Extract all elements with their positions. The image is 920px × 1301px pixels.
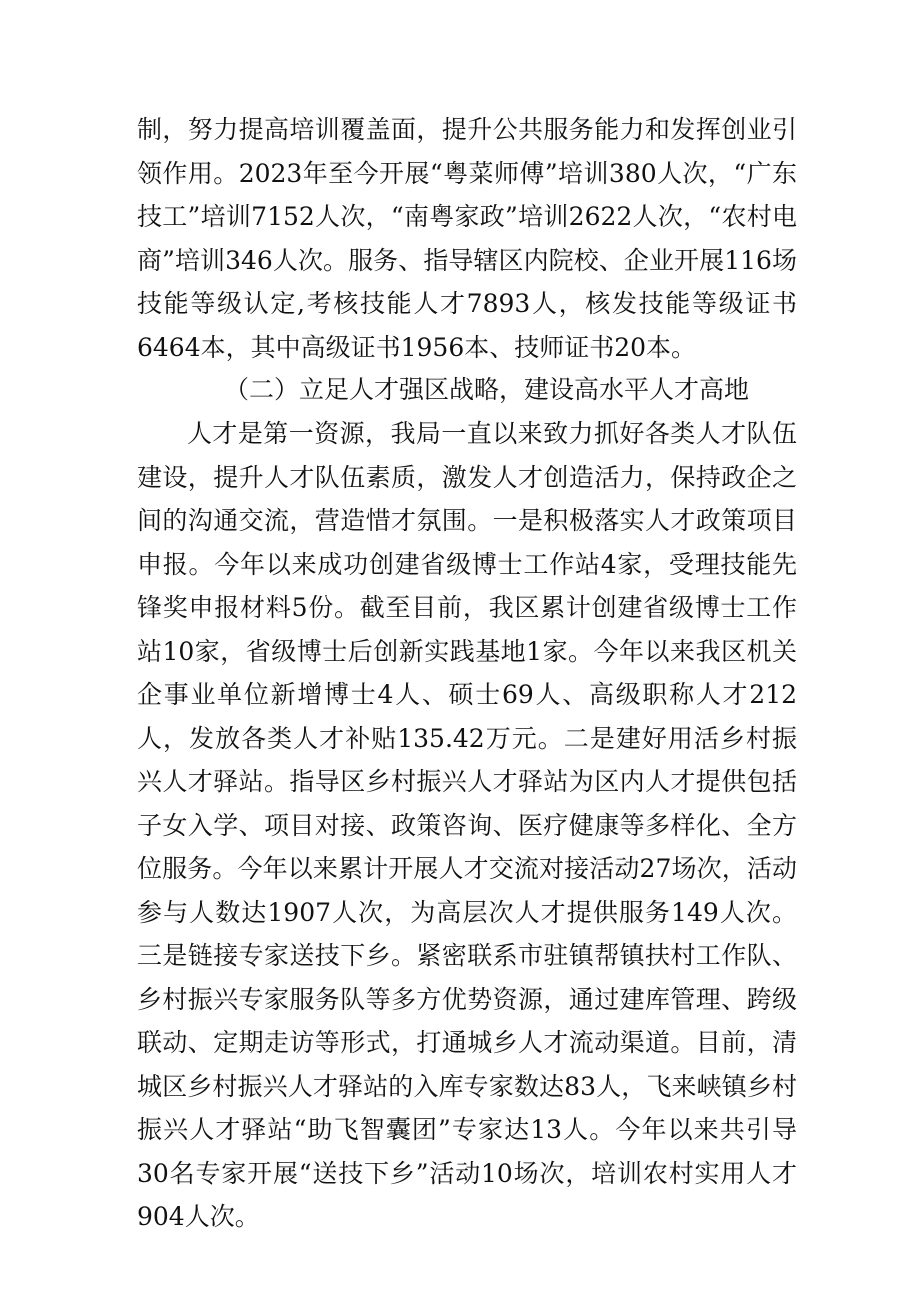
body-paragraph-talent (137, 412, 797, 1239)
body-paragraph-training (137, 108, 797, 369)
section-heading: （二）立足人才强区战略，建设高水平人才高地 (224, 375, 750, 404)
paragraph-text: 制，努力提高培训覆盖面，提升公共服务能力和发挥创业引领作用。2023年至今开展“粤菜师傅”培训380人次，“广东技工”培训7152人次，“南粤家政”培训2622人次，“农村电商”培训346人次。服务、指导辖区内院校、企业开展116场技能等级认定,考核技能人才7893人，核发技能等级证书6464本，其中高级证书1956本、技师证书20本。 (137, 115, 797, 362)
paragraph-text: 人才是第一资源，我局一直以来致力抓好各类人才队伍建设，提升人才队伍素质，激发人才创造活力，保持政企之间的沟通交流，营造惜才氛围。一是积极落实人才政策项目申报。今年以来成功创建省级博士工作站4家，受理技能先锋奖申报材料5份。截至目前，我区累计创建省级博士工作站10家，省级博士后创新实践基地1家。今年以来我区机关企事业单位新增博士4人、硕士69人、高级职称人才212人，发放各类人才补贴135.42万元。二是建好用活乡村振兴人才驿站。指导区乡村振兴人才驿站为区内人才提供包括子女入学、项目对接、政策咨询、医疗健康等多样化、全方位服务。今年以来累计开展人才交流对接活动27场次，活动参与人数达1907人次，为高层次人才提供服务149人次。三是链接专家送技下乡。紧密联系市驻镇帮镇扶村工作队、乡村振兴专家服务队等多方优势资源，通过建库管理、跨级联动、定期走访等形式，打通城乡人才流动渠道。目前，清城区乡村振兴人才驿站的入库专家数达83人，飞来峡镇乡村振兴人才驿站“助飞智囊团”专家达13人。今年以来共引导30名专家开展“送技下乡”活动10场次，培训农村实用人才904人次。 (137, 419, 797, 1231)
